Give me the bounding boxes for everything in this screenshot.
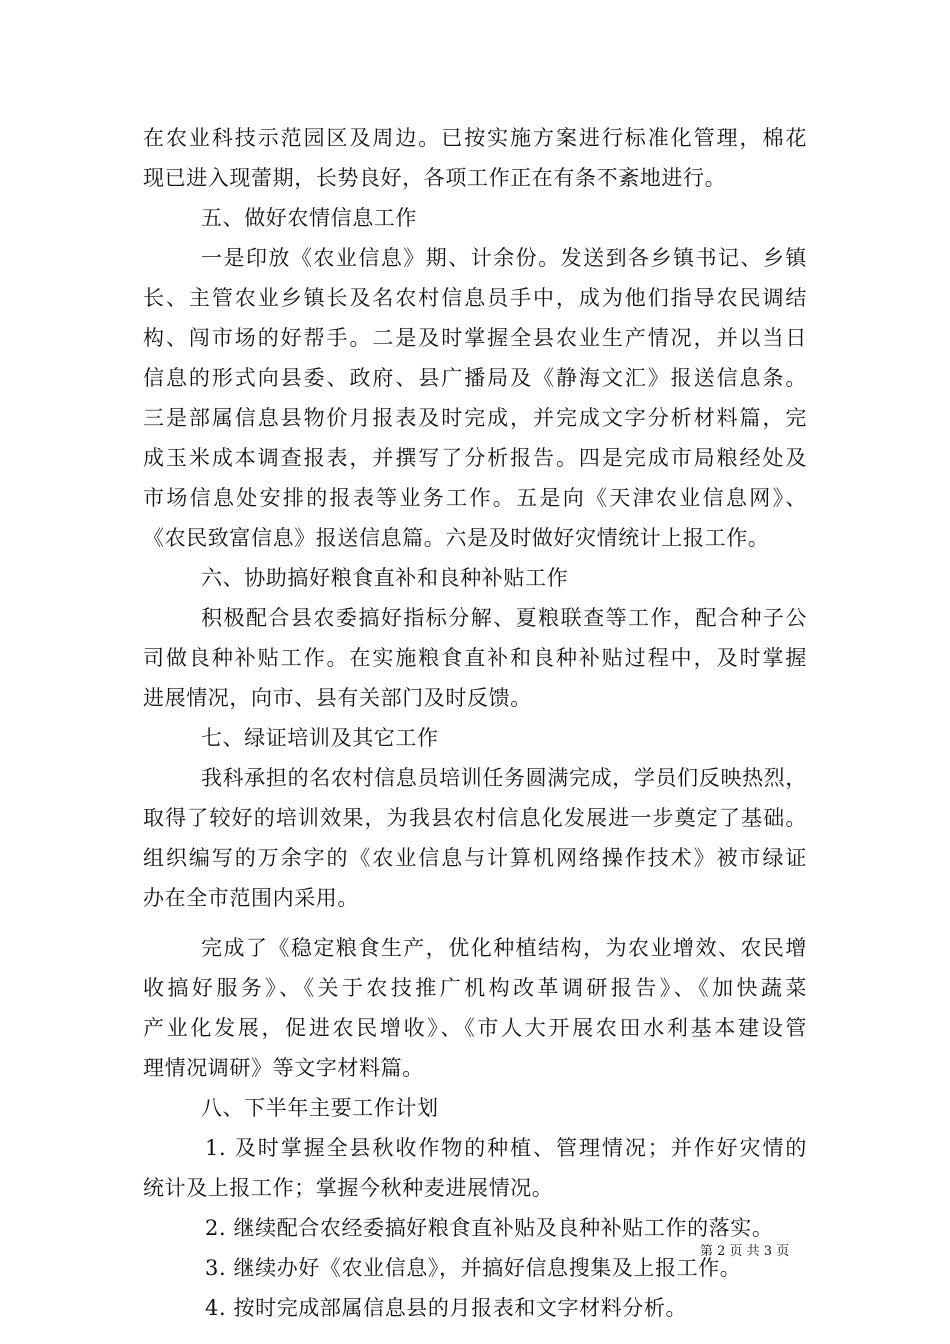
list-item-line: 统计及上报工作；掌握今秋种麦进展情况。 [143,1176,554,1200]
paragraph-line: 组织编写的万余字的《农业信息与计算机网络操作技术》被市绿证 [143,846,807,870]
paragraph-line: 办在全市范围内采用。 [143,886,359,910]
paragraph-line: 三是部属信息县物价月报表及时完成，并完成文字分析材料篇，完 [143,406,807,430]
paragraph-line: 成玉米成本调查报表，并撰写了分析报告。四是完成市局粮经处及 [143,446,807,470]
list-item-line: 3. 继续办好《农业信息》，并搞好信息搜集及上报工作。 [205,1256,742,1280]
paragraph-line: 信息的形式向县委、政府、县广播局及《静海文汇》报送信息条。 [143,366,807,390]
paragraph-line: 我科承担的名农村信息员培训任务圆满完成，学员们反映热烈， [201,766,807,790]
paragraph-gap [143,918,807,928]
paragraph-line: 完成了《稳定粮食生产，优化种植结构，为农业增效、农民增 [201,936,807,960]
paragraph-line: 市场信息处安排的报表等业务工作。五是向《天津农业信息网》、 [143,486,807,510]
list-item-line: 2. 继续配合农经委搞好粮食直补贴及良种补贴工作的落实。 [205,1216,774,1240]
paragraph-line: 进展情况，向市、县有关部门及时反馈。 [143,686,532,710]
document-body [143,118,807,1328]
list-item-line: 1. 及时掌握全县秋收作物的种植、管理情况；并作好灾情的 [205,1136,807,1160]
page-number-footer: 第 2 页 共 3 页 [700,1244,790,1259]
section-heading: 六、协助搞好粮食直补和良种补贴工作 [201,566,569,590]
section-heading: 八、下半年主要工作计划 [201,1096,439,1120]
paragraph-line: 一是印放《农业信息》期、计余份。发送到各乡镇书记、乡镇 [201,246,807,270]
paragraph-line: 现已进入现蕾期，长势良好，各项工作正在有条不紊地进行。 [143,166,727,190]
paragraph-line: 理情况调研》等文字材料篇。 [143,1056,424,1080]
paragraph-line: 取得了较好的培训效果，为我县农村信息化发展进一步奠定了基础。 [143,806,807,830]
paragraph-line: 司做良种补贴工作。在实施粮食直补和良种补贴过程中，及时掌握 [143,646,807,670]
section-heading: 七、绿证培训及其它工作 [201,726,439,750]
paragraph-line: 《农民致富信息》报送信息篇。六是及时做好灾情统计上报工作。 [143,526,770,550]
paragraph-line: 产业化发展，促进农民增收》、《市人大开展农田水利基本建设管 [143,1016,807,1040]
paragraph-line: 积极配合县农委搞好指标分解、夏粮联查等工作，配合种子公 [201,606,807,630]
paragraph-line: 构、闯市场的好帮手。二是及时掌握全县农业生产情况，并以当日 [143,326,807,350]
section-heading: 五、做好农情信息工作 [201,206,417,230]
list-item-line: 4. 按时完成部属信息县的月报表和文字材料分析。 [205,1296,688,1320]
paragraph-line: 长、主管农业乡镇长及名农村信息员手中，成为他们指导农民调结 [143,286,807,310]
paragraph-line: 收搞好服务》、《关于农技推广机构改革调研报告》、《加快蔬菜 [143,976,807,1000]
paragraph-line: 在农业科技示范园区及周边。已按实施方案进行标准化管理，棉花 [143,126,807,150]
